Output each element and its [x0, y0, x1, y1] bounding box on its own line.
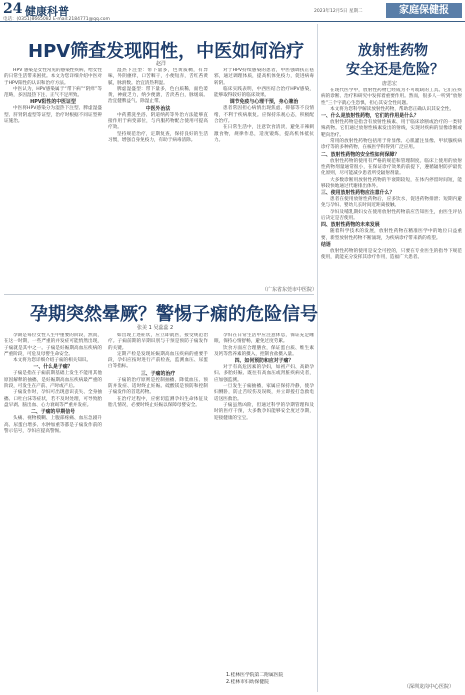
section-heading: 一、什么是放射性药物，它们的作用是什么？ [321, 113, 419, 120]
paragraph: 患者在使用放射性药物后，应多饮水，促进药物排泄；短期内避免与孕妇、婴幼儿长时间近距离接触。 [321, 197, 462, 209]
paragraph: 中药熏洗坐浴、阴道纳药等外治方法能够直接作用于病变部位，与内服药物配合使用可提高疗效。 [108, 112, 208, 131]
paragraph: 常用的放射性药物包括用于骨显像、心肌灌注显像、甲状腺疾病诊疗等的多种药物，在核医学科得到广泛应用。 [321, 139, 462, 151]
article1-column-1 [4, 68, 102, 284]
article3-byline: 唐思宏 [382, 81, 398, 87]
paragraph: 随着科学技术的发展，放射性药物在精准医学中的地位日益重要，新型放射性药物不断涌现，为疾病诊疗带来新的希望。 [321, 229, 462, 241]
article1-byline: 赵洋 [156, 61, 167, 67]
article1-column-3 [214, 68, 314, 284]
paragraph: 子痫虽然凶险，但通过科学的孕期管理和及时的医疗干预，大多数孕妇能够安全度过孕期，迎接健康的宝宝。 [214, 402, 314, 421]
article3-column [321, 88, 462, 680]
section-heading: 中医外治法 [145, 105, 171, 112]
paragraph: 在现代医学中，放射性药物已经成为不可或缺的工具。它们在疾病的诊断、治疗和研究中发挥着重要作用。然而，很多人一听到“放射性”三个字就心生恐惧，担心其安全性问题。 [321, 88, 462, 106]
section-heading: 二、放射性药物的安全性如何保障？ [321, 151, 400, 158]
paragraph: 饮食方面应合理膳食，保证蛋白质、维生素及钙等营养素的摄入，控制食盐摄入量。 [214, 345, 314, 357]
affiliation-line: 1.桂林医学院第二附属医院 [226, 673, 284, 678]
paragraph: 子痫的治疗原则是控制抽搐、降低血压、预防并发症、适时终止妊娠。硫酸镁是预防和控制子痫发作的首选药物。 [108, 377, 208, 396]
paragraph: 中医认为，HPV感染属于“带下病”“阴痒”等范畴，多因湿热下注、正气不足所致。 [4, 86, 102, 99]
paragraph: HPV 感染是女性常见的感染性疾病，给女性的日常生活带来困扰。本文为您详细介绍中医对于HPV阳性的认识和治疗方法。 [4, 68, 102, 86]
article1-column-2 [108, 68, 208, 284]
page-header [0, 0, 465, 22]
paragraph: 本文将为您科学解读放射性药物，帮助您正确认识其安全性。 [330, 106, 455, 112]
paragraph: 放射性药物的使用是安全可控的，只要在专业医生的指导下规范使用，就能充分发挥其诊疗作用，造福广大患者。 [321, 248, 462, 261]
section-name: 健康科普 [25, 5, 69, 18]
issue-date: 2023年12月5日 星期二 [314, 9, 363, 14]
paragraph: 一旦发生子痫抽搐，家属应保持冷静，使孕妇侧卧，防止舌咬伤及误吸，并立即拨打急救电话送医救治。 [214, 384, 314, 402]
paragraph: 患者常因担心病情出现焦虑、抑郁等不良情绪，不利于疾病康复。应保持乐观心态，积极配合治疗。 [214, 106, 314, 125]
paragraph: 湿热下注型：带下量多，色黄质稠，有异味，外阴瘙痒，口苦咽干，小便短赤，舌红苔黄腻，脉滑数。治宜清热利湿。 [108, 68, 208, 86]
section-heading: 三、子痫的治疗 [140, 370, 176, 377]
article2-byline: 张美 1 吴蕊蕊 2 [137, 325, 174, 331]
section-heading: HPV阳性的中医证型 [30, 99, 76, 106]
affiliation-line: 2.桂林市妇幼保健院 [226, 680, 269, 685]
paragraph: 本文将为您详细介绍子痫的相关知识。 [13, 358, 92, 364]
column-divider [317, 24, 318, 692]
section-heading: 四、放射性药物的未来发展 [321, 222, 380, 229]
paragraph: 中医将HPV感染分为湿热下注型、脾虚湿盛型、肝肾阴虚型等证型，治疗时根据不同证型辨证施治。 [4, 106, 102, 125]
section-heading: 四、如何预防和应对子痫？ [234, 358, 294, 365]
paragraph: 放射性药物是指含有放射性核素、用于临床诊断或治疗的一类特殊药物。它们通过放射性核素发出的射线，实现对疾病的显像诊断或靶向治疗。 [321, 120, 462, 138]
paragraph: 脾虚湿盛型：带下量多，色白质稀，面色萎黄，神疲乏力，纳少便溏，舌淡苔白，脉缓弱。治宜健脾益气、除湿止带。 [108, 86, 208, 105]
article2-column-1 [4, 333, 102, 683]
article3-affiliation: （深圳龙岗中心医院） [404, 684, 455, 690]
paragraph: 头痛、视物模糊、上腹部疼痛、血压急剧升高、尿蛋白增多、水肿加重等都是子痫发作前的警示信号，孕妇应提高警惕。 [4, 416, 102, 434]
article1-title: HPV筛查发现阳性，中医如何治疗 [28, 41, 305, 62]
paragraph: 子痫发作时，孕妇可出现意识丧失、全身抽搐、口吐白沫等症状，若不及时处理，可导致胎盘早剥、脑出血、心力衰竭等严重并发症。 [4, 390, 102, 408]
paragraph: 坚持规范治疗，定期复查，保持良好的生活习惯，增强自身免疫力，有助于病毒清除。 [108, 131, 208, 143]
article3-title-line1: 放射性药物 [358, 43, 428, 59]
article3-title-line2: 安全还是危险？ [346, 62, 444, 78]
paragraph: 放射性药物的使用有严格的规范和管理制度。临床上使用的放射性药物剂量通常很小，在保证诊疗效果的前提下，遵循辐射防护最优化原则，尽可能减少患者所受辐射剂量。 [321, 158, 462, 177]
article-separator [4, 294, 314, 295]
newspaper-title: 家庭保健报 [386, 3, 462, 18]
page-number: 24 [3, 1, 23, 17]
article2-column-2 [108, 333, 208, 683]
article1-affiliation: （广东省东莞市中医院） [262, 287, 318, 293]
section-heading: 调节免疫与心理干预，身心兼治 [229, 99, 299, 106]
paragraph: 定期产检是发现妊娠期高血压疾病的重要手段，孕妇应按时进行产前检查，监测血压、尿蛋白等指标。 [108, 351, 208, 370]
paragraph: 对于有高危因素的孕妇，如初产妇、高龄孕妇、多胎妊娠、既往有高血压或肾脏疾病史者，应加强监测。 [214, 365, 314, 383]
paragraph: 子痫是指在子痫前期基础上发生不能用其他原因解释的抽搐，是妊娠期高血压疾病最严重的阶段，可发生在产前、产时或产后。 [4, 371, 102, 390]
section-heading: 结语 [321, 241, 331, 248]
paragraph: 孕妇及哺乳期妇女在使用放射性药物前应告知医生，由医生评估后决定是否使用。 [321, 209, 462, 222]
editor-contact: 电话：(0351)8665082 E-mail:2184771@qq.com [3, 17, 110, 22]
article2-title: 孕期突然晕厥？警惕子痫的危险信号 [30, 304, 318, 325]
section-heading: 一、什么是子痫？ [33, 364, 73, 371]
section-heading: 三、使用放射性药物应注意什么？ [321, 190, 395, 197]
paragraph: 临床实践表明，中西医结合治疗HPV感染，能够取得较好的临床效果。 [214, 86, 314, 99]
paragraph: 孕妇在日常生活中应注意休息，保证充足睡眠，保持心情舒畅，避免过度劳累。 [214, 333, 314, 345]
paragraph: 大多数诊断用放射性药物的半衰期较短，在体内停留时间短，能够较快地通过代谢排出体外。 [321, 177, 462, 189]
article2-column-3 [214, 333, 314, 668]
paragraph: 如出现上述症状，应立即就医，接受规范治疗。子痫前期的早期识别与干预是预防子痫发作的关键。 [108, 333, 208, 351]
paragraph: 在日常生活中，注意饮食清淡，避免辛辣刺激食物，规律作息，适度锻炼，提高机体抵抗力。 [214, 125, 314, 143]
section-heading: 二、子痫的早期信号 [30, 409, 76, 416]
paragraph: 对于HPV持续感染的患者，中医强调扶正祛邪，通过调理体质，提高机体免疫力，促进病毒转阴。 [214, 68, 314, 86]
paragraph: 孕期是每位女性人生中重要的阶段，然而，在这一时期，一些严重的并发症可能悄然出现，子痫就是其中之一。子痫是妊娠期高血压疾病的严重阶段，可危及母婴生命安全。 [4, 333, 102, 357]
article2-affiliations [226, 672, 283, 686]
paragraph: 在治疗过程中，应密切监测孕妇生命体征及胎儿情况，必要时终止妊娠以保障母婴安全。 [108, 396, 208, 408]
